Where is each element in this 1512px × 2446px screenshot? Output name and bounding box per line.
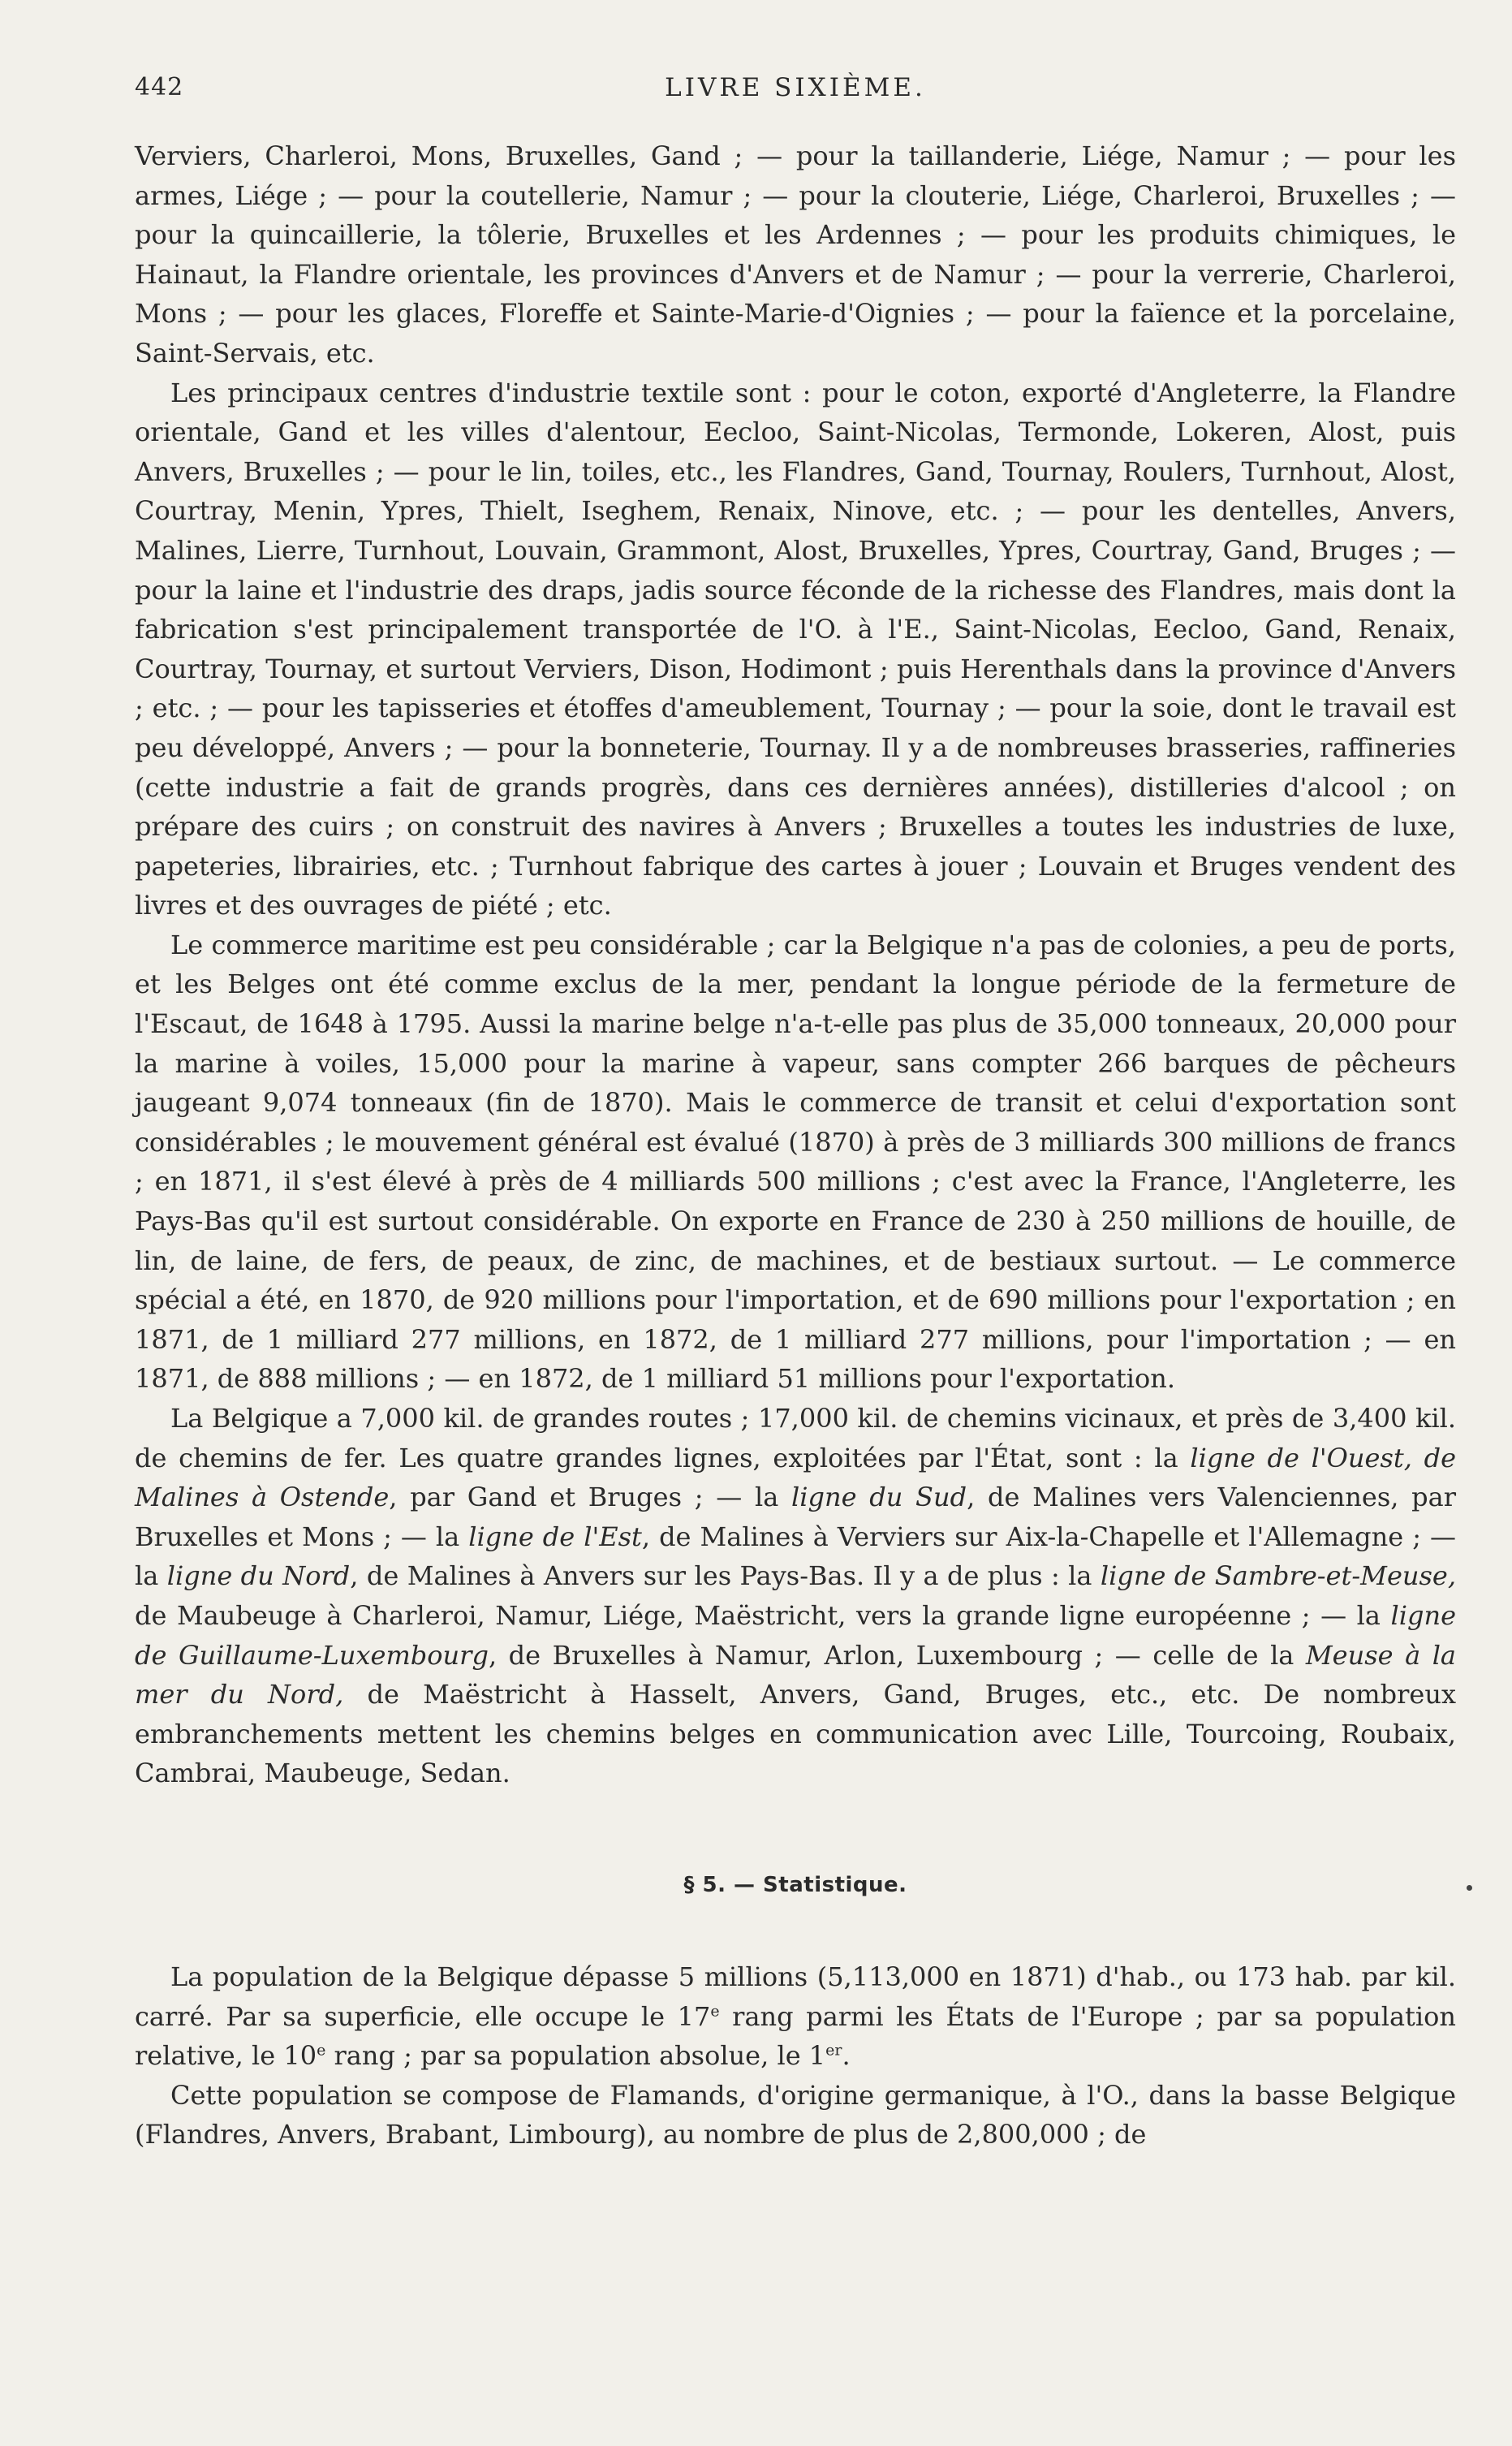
railway-line-sambre-meuse: ligne de Sambre-et-Meuse, <box>1100 1560 1457 1592</box>
ordinal-superscript: er <box>825 2041 842 2060</box>
paragraph-textile: Les principaux centres d'industrie textile sont : pour le coton, exporté d'Angleterre, la Flandre orientale, Gand et les villes d'alentour, Eecloo, Saint-Nicolas, Termonde, Lokeren, Alost, puis Anvers, Bruxelles ; — pour le lin, toiles, etc., les Flandres, Gand, Tournay, Roulers, Turnhout, Alost, Courtray, Menin, Ypres, Thielt, Iseghem, Renaix, Ninove, etc. ; — pour les dentelles, Anvers, Malines, Lierre, Turnhout, Louvain, Grammont, Alost, Bruxelles, Ypres, Courtray, Gand, Bruges ; — pour la laine et l'industrie des draps, jadis source féconde de la richesse des Flandres, mais dont la fabrication s'est principalement transportée de l'O. à l'E., Saint-Nicolas, Eecloo, Gand, Renaix, Courtray, Tournay, et surtout Verviers, Dison, Hodimont ; puis Herenthals dans la province d'Anvers ; etc. ; — pour les tapisseries et étoffes d'ameublement, Tournay ; — pour la soie, dont le travail est peu développé, Anvers ; — pour la bonneterie, Tournay. Il y a de nombreuses brasseries, raffineries (cette industrie a fait de grands progrès, dans ces dernières années), distilleries d'alcool ; on prépare des cuirs ; on construit des navires à Anvers ; Bruxelles a toutes les industries de luxe, papeteries, librairies, etc. ; Turnhout fabrique des cartes à jouer ; Louvain et Bruges vendent des livres et des ouvrages de piété ; etc. <box>135 377 1456 921</box>
paragraph-railways <box>135 1399 1456 1793</box>
ordinal-superscript: e <box>710 2001 720 2020</box>
paragraph-population <box>135 1957 1456 2076</box>
population-text: rang parmi les États de l'Europe ; par sa population relative, le 10 <box>135 2000 1457 2072</box>
railway-line-north: ligne du Nord <box>166 1560 351 1592</box>
page-header <box>135 73 1456 114</box>
ink-speck <box>1467 1885 1472 1891</box>
document-page <box>135 73 1456 2155</box>
railways-text: , de Bruxelles à Namur, Arlon, Luxembourg ; — celle de la <box>488 1639 1306 1671</box>
railway-line-meuse-nord: Meuse à la mer du Nord, <box>135 1639 1457 1710</box>
railways-text: , par Gand et Bruges ; — la <box>389 1482 791 1513</box>
population-text: . <box>842 2040 851 2072</box>
railway-line-south: ligne du Sud <box>791 1482 967 1513</box>
running-title: LIVRE SIXIÈME. <box>665 73 926 102</box>
railways-text: , de Malines à Anvers sur les Pays-Bas. Il y a de plus : la <box>350 1560 1101 1592</box>
paragraph-industries: Verviers, Charleroi, Mons, Bruxelles, Gand ; — pour la taillanderie, Liége, Namur ; — pour les armes, Liége ; — pour la coutellerie, Namur ; — pour la clouterie, Liége, Charleroi, Bruxelles ; — pour la quincaillerie, la tôlerie, Bruxelles et les Ardennes ; — pour les produits chimiques, le Hainaut, la Flandre orientale, les provinces d'Anvers et de Namur ; — pour la verrerie, Charleroi, Mons ; — pour les glaces, Floreffe et Sainte-Marie-d'Oignies ; — pour la faïence et la porcelaine, Saint-Servais, etc. <box>135 140 1456 369</box>
railways-text: , de Malines vers Valenciennes, par Bruxelles et Mons ; — la <box>135 1482 1457 1552</box>
railways-text: La Belgique a 7,000 kil. de grandes routes ; 17,000 kil. de chemins vicinaux, et près de 3,400 kil. de chemins de fer. Les quatre grandes lignes, exploitées par l'État, sont : la <box>135 1403 1456 1473</box>
railways-text: de Maëstricht à Hasselt, Anvers, Gand, Bruges, etc., etc. De nombreux embranchements mettent les chemins belges en communication avec Lille, Tourcoing, Roubaix, Cambrai, Maubeuge, Sedan. <box>135 1679 1457 1789</box>
section-title: § 5. — Statistique. <box>683 1872 907 1897</box>
railway-line-east: ligne de l'Est <box>468 1521 642 1552</box>
railway-line-west: ligne de l'Ouest, de Malines à Ostende <box>135 1442 1457 1513</box>
ordinal-superscript: e <box>317 2041 326 2060</box>
railway-line-guillaume-luxembourg: ligne de Guillaume-Luxembourg <box>135 1599 1456 1671</box>
paragraph-composition: Cette population se compose de Flamands, d'origine germanique, à l'O., dans la basse Belgique (Flandres, Anvers, Brabant, Limbourg), au nombre de plus de 2,800,000 ; de <box>135 2079 1456 2150</box>
population-text: La population de la Belgique dépasse 5 millions (5,113,000 en 1871) d'hab., ou 173 hab. par kil. carré. Par sa superficie, elle occupe le 17 <box>135 1961 1456 2032</box>
page-number: 442 <box>135 73 184 101</box>
population-text: rang ; par sa population absolue, le 1 <box>325 2040 826 2072</box>
paragraph-commerce: Le commerce maritime est peu considérable ; car la Belgique n'a pas de colonies, a peu de ports, et les Belges ont été comme exclus de la mer, pendant la longue période de la fermeture de l'Escaut, de 1648 à 1795. Aussi la marine belge n'a-t-elle pas plus de 35,000 tonneaux, 20,000 pour la marine à voiles, 15,000 pour la marine à vapeur, sans compter 266 barques de pêcheurs jaugeant 9,074 tonneaux (fin de 1870). Mais le commerce de transit et celui d'exportation sont considérables ; le mouvement général est évalué (1870) à près de 3 milliards 300 millions de francs ; en 1871, il s'est élevé à près de 4 milliards 500 millions ; c'est avec la France, l'Angleterre, les Pays-Bas qu'il est surtout considérable. On exporte en France de 230 à 250 millions de houille, de lin, de laine, de fers, de peaux, de zinc, de machines, et de bestiaux surtout. — Le commerce spécial a été, en 1870, de 920 millions pour l'importation, et de 690 millions pour l'exportation ; en 1871, de 1 milliard 277 millions, en 1872, de 1 milliard 277 millions, pour l'importation ; — en 1871, de 888 millions ; — en 1872, de 1 milliard 51 millions pour l'exportation. <box>135 929 1456 1395</box>
railways-text: , de Malines à Verviers sur Aix-la-Chapelle et l'Allemagne ; — la <box>135 1521 1457 1592</box>
railways-text: de Maubeuge à Charleroi, Namur, Liége, Maëstricht, vers la grande ligne européenne ; — la <box>135 1599 1391 1631</box>
